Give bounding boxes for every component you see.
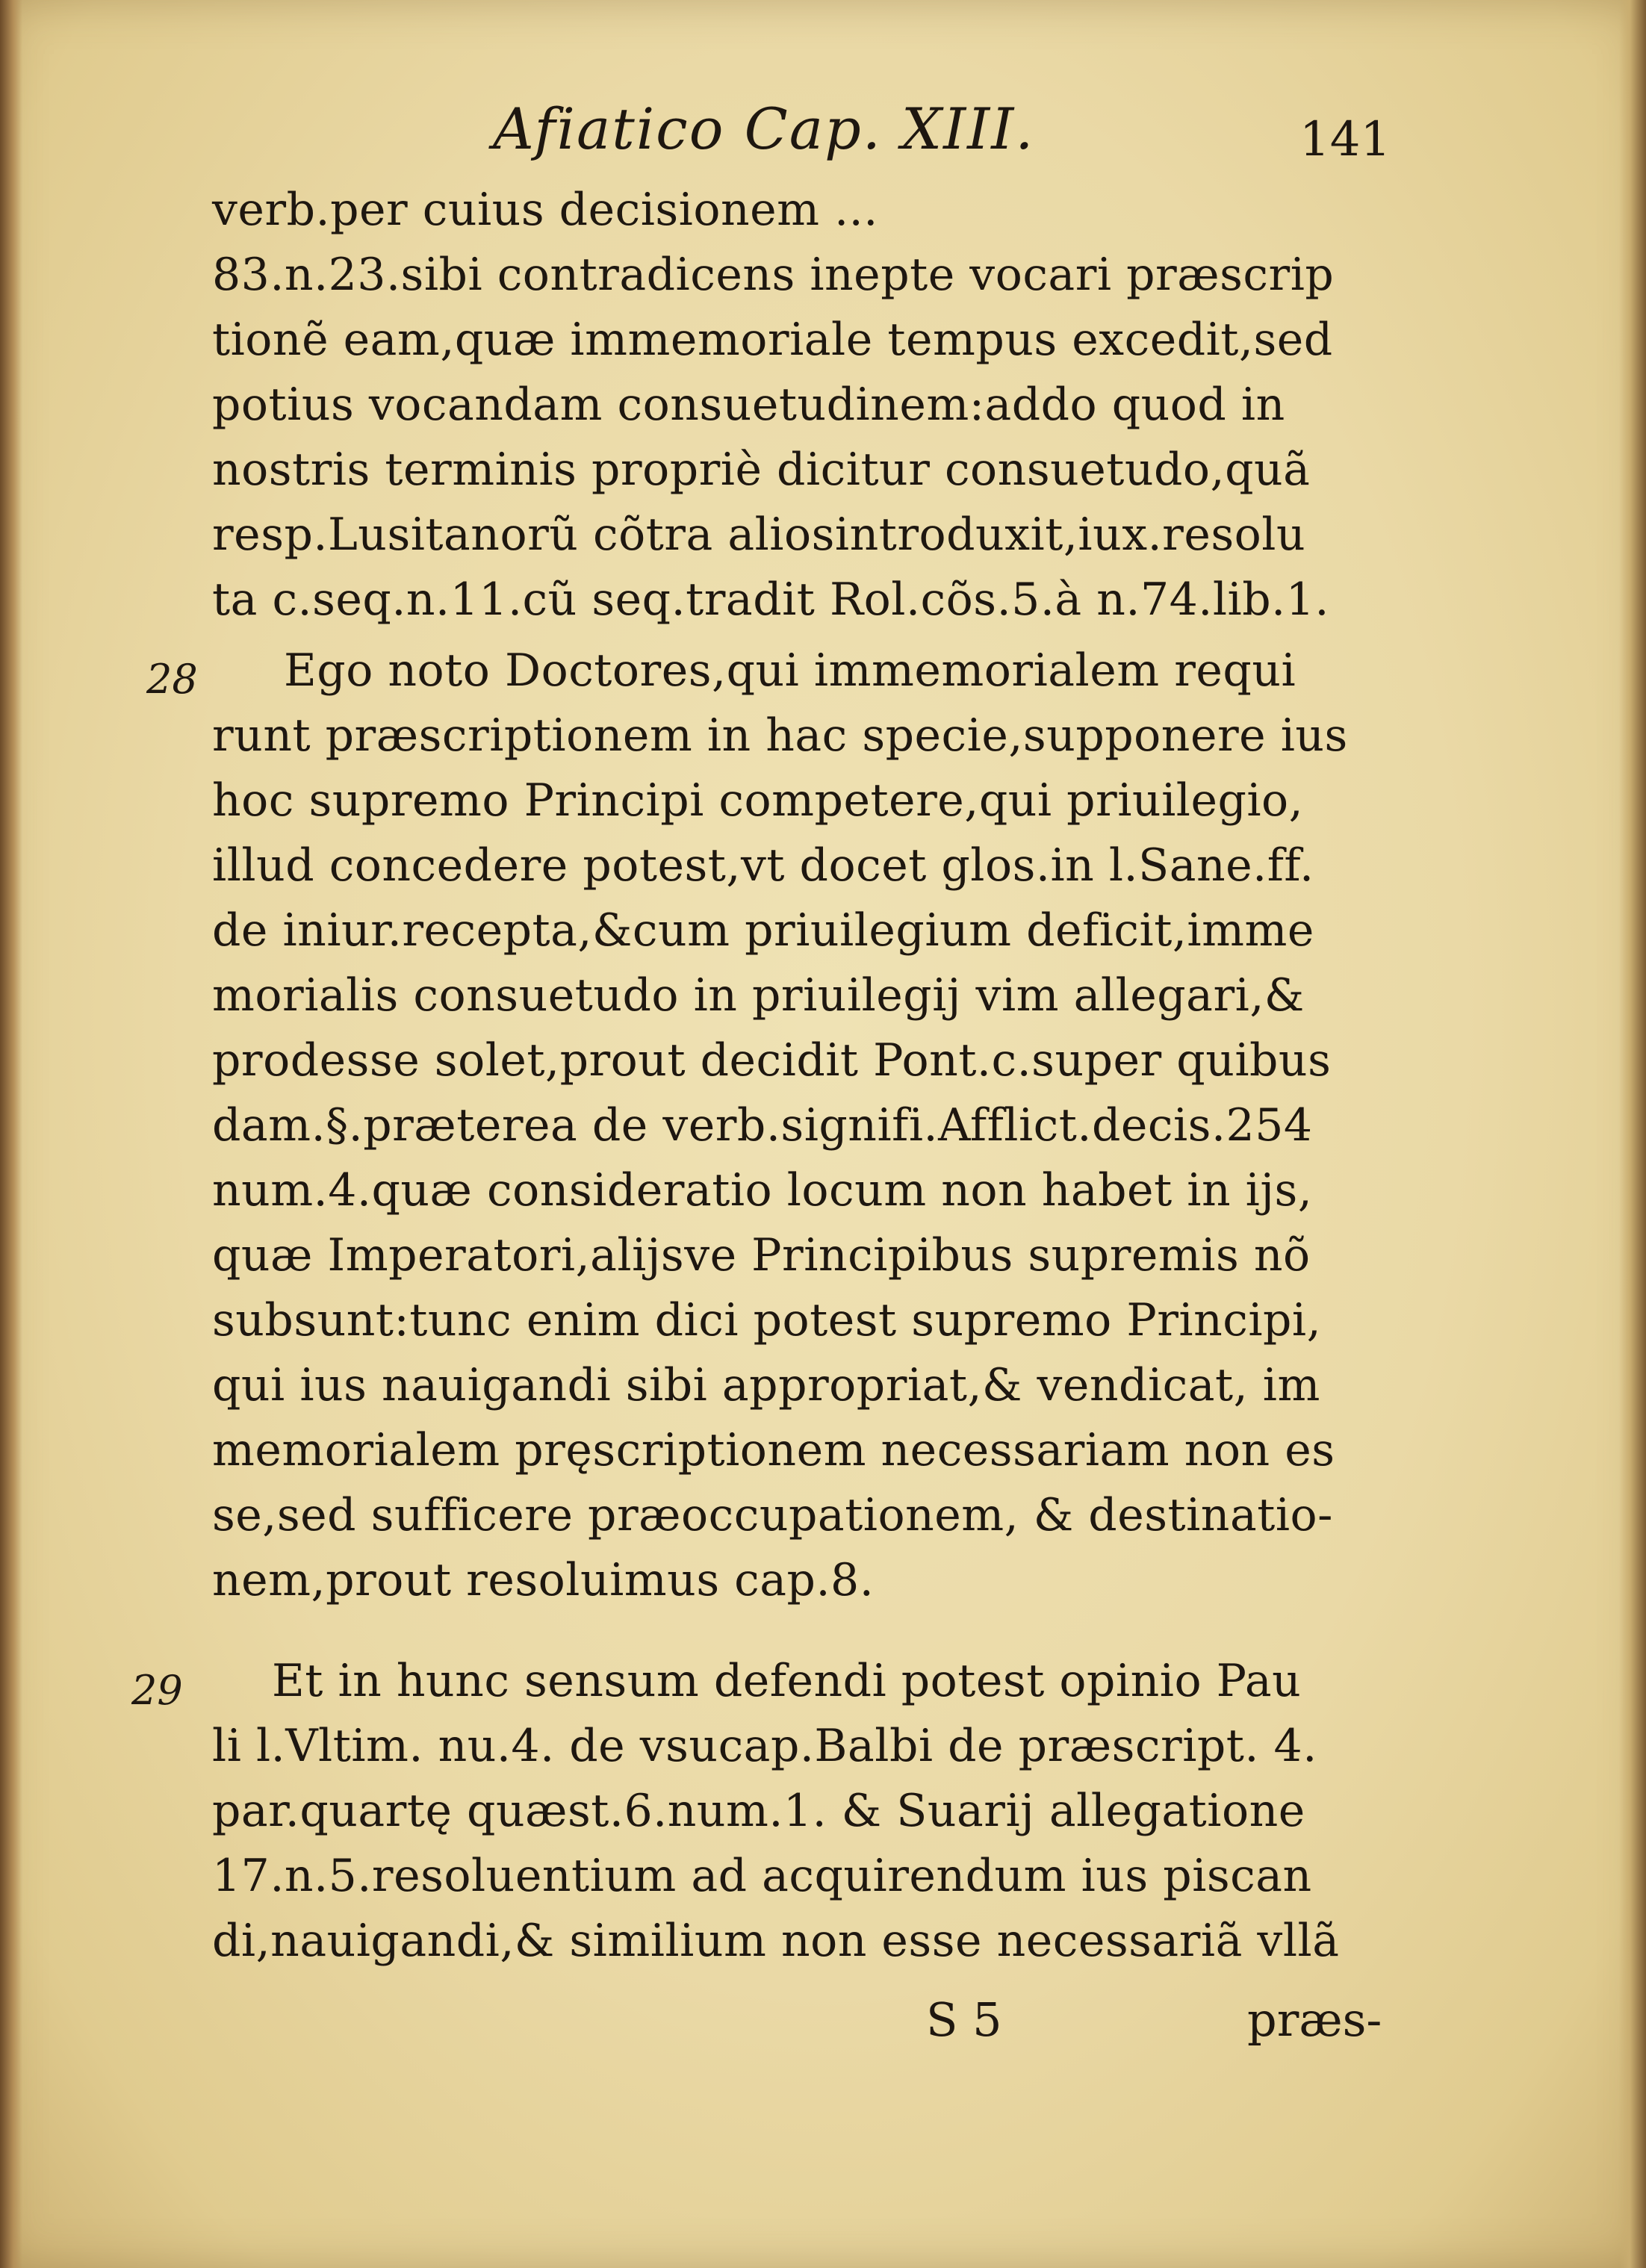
text-line: resp.Lusitanorũ cõtra aliosintroduxit,iux.resolu — [212, 509, 1306, 561]
page-edge-left — [0, 0, 22, 2268]
text-line: hoc supremo Principi competere,qui priuilegio, — [212, 774, 1304, 827]
text-line: illud concedere potest,vt docet glos.in l.Sane.ff. — [212, 839, 1314, 892]
text-line: 17.n.5.resoluentium ad acquirendum ius piscan — [212, 1850, 1312, 1902]
text-line: quæ Imperatori,alijsve Principibus supremis nõ — [212, 1229, 1311, 1281]
text-line: Et in hunc sensum defendi potest opinio Pau — [272, 1655, 1302, 1707]
margin-number: 29 — [131, 1667, 183, 1714]
text-line: di,nauigandi,& similium non esse necessariã vllã — [212, 1915, 1340, 1967]
text-line: num.4.quæ consideratio locum non habet in ijs, — [212, 1164, 1313, 1217]
signature-mark: S 5 — [926, 1992, 1002, 2047]
text-line: potius vocandam consuetudinem:addo quod in — [212, 379, 1285, 431]
text-line: nem,prout resoluimus cap.8. — [212, 1554, 875, 1606]
page-number: 141 — [1299, 112, 1391, 167]
text-line: qui ius nauigandi sibi appropriat,& vendicat, im — [212, 1359, 1320, 1411]
text-line: ta c.seq.n.11.cũ seq.tradit Rol.cõs.5.à n.74.lib.1. — [212, 574, 1329, 626]
text-line: morialis consuetudo in priuilegij vim allegari,& — [212, 969, 1305, 1022]
text-line: 83.n.23.sibi contradicens inepte vocari præscrip — [212, 249, 1335, 301]
margin-number: 28 — [146, 656, 198, 703]
text-line: memorialem pręscriptionem necessariam non es — [212, 1424, 1335, 1476]
text-line: runt præscriptionem in hac specie,supponere ius — [212, 709, 1348, 762]
text-line: se,sed sufficere præoccupationem, & destinatio- — [212, 1489, 1333, 1541]
catchword: præs- — [1247, 1992, 1382, 2047]
page-edge-right — [1619, 0, 1646, 2268]
text-line: subsunt:tunc enim dici potest supremo Principi, — [212, 1294, 1322, 1346]
text-line: dam.§.præterea de verb.signifi.Afflict.decis.254 — [212, 1099, 1313, 1152]
text-line: prodesse solet,prout decidit Pont.c.super quibus — [212, 1034, 1332, 1087]
text-line: verb.per cuius decisionem ... — [212, 184, 878, 236]
running-head: Afiatico Cap. XIII. — [493, 96, 1035, 162]
text-line: Ego noto Doctores,qui immemorialem requi — [284, 644, 1296, 697]
text-line: tionẽ eam,quæ immemoriale tempus excedit,sed — [212, 314, 1333, 366]
text-line: nostris terminis propriè dicitur consuetudo,quã — [212, 444, 1311, 496]
text-line: de iniur.recepta,&cum priuilegium deficit,imme — [212, 904, 1314, 957]
text-line: li l.Vltim. nu.4. de vsucap.Balbi de præscript. 4. — [212, 1720, 1317, 1772]
text-line: par.quartę quæst.6.num.1. & Suarij allegatione — [212, 1785, 1305, 1837]
